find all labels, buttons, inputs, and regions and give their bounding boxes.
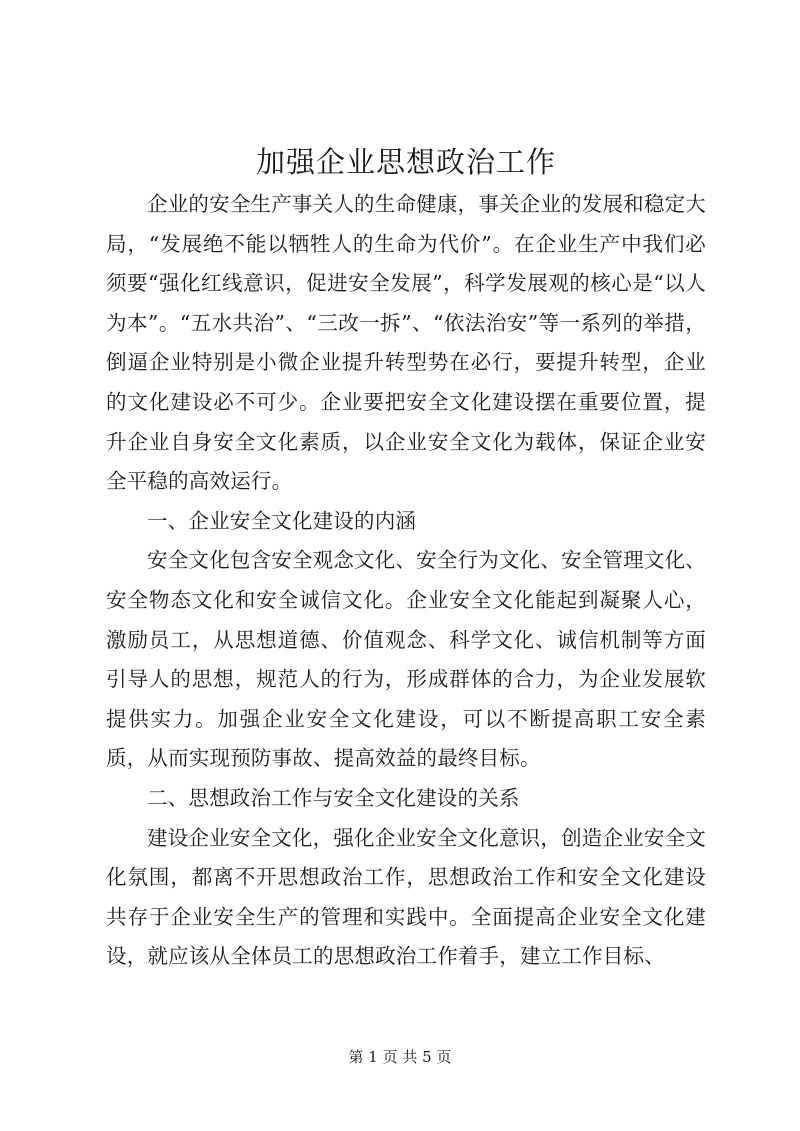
paragraph: 企业的安全生产事关人的生命健康，事关企业的发展和稳定大局，“发展绝不能以牺牲人的生命为代价”。在企业生产中我们必须要“强化红线意识，促进安全发展”，科学发展观的核心是“以人为本”。“五水共治”、“三改一拆”、“依法治安”等一系列的举措，倒逼企业特别是小微企业提升转型势在必行，要提升转型，企业的文化建设必不可少。企业要把安全文化建设摆在重要位置，提升企业自身安全文化素质，以企业安全文化为载体，保证企业安全平稳的高效运行。 <box>106 192 706 494</box>
document-title: 加强企业思想政治工作 <box>255 145 556 179</box>
document-page <box>106 140 706 977</box>
paragraph: 安全文化包含安全观念文化、安全行为文化、安全管理文化、安全物态文化和安全诚信文化。企业安全文化能起到凝聚人心，激励员工，从思想道德、价值观念、科学文化、诚信机制等方面引导人的思想，规范人的行为，形成群体的合力，为企业发展软提供实力。加强企业安全文化建设，可以不断提高职工安全素质，从而实现预防事故、提高效益的最终目标。 <box>106 548 706 771</box>
page-number-footer: 第 1 页 共 5 页 <box>348 1048 452 1066</box>
section-heading: 二、思想政治工作与安全文化建设的关系 <box>147 785 520 810</box>
section-heading: 一、企业安全文化建设的内涵 <box>147 508 417 533</box>
paragraph: 建设企业安全文化，强化企业安全文化意识，创造企业安全文化氛围，都离不开思想政治工作，思想政治工作和安全文化建设共存于企业安全生产的管理和实践中。全面提高企业安全文化建设，就应该从全体员工的思想政治工作着手，建立工作目标、 <box>106 825 706 969</box>
